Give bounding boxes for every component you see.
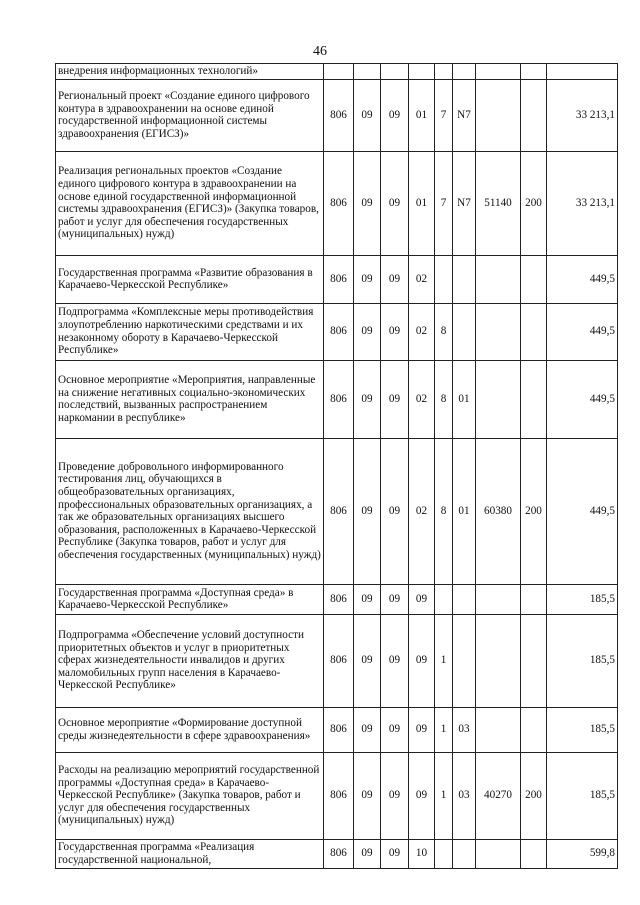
cell-direction: 60380 [476,438,521,584]
cell-ved: 806 [324,438,354,584]
cell-ved: 806 [324,584,354,614]
cell-subsection: 09 [381,360,409,438]
page-number: 46 [313,44,327,59]
cell-sum: 449,5 [547,255,618,303]
cell-sum: 185,5 [547,752,618,839]
cell-section: 09 [354,360,381,438]
row-name: Основное мероприятие «Мероприятия, направленные на снижение негативных социально-экономических последствий, вызванных распространением наркомании в республике» [56,360,324,438]
cell-event: 01 [453,438,476,584]
cell-expense-type [521,360,547,438]
cell-ved: 806 [324,614,354,707]
cell-direction [476,64,521,80]
cell-subprogram [435,584,453,614]
cell-ved: 806 [324,303,354,360]
cell-direction [476,303,521,360]
cell-sum: 185,5 [547,614,618,707]
cell-direction [476,255,521,303]
cell-expense-type [521,79,547,151]
cell-ved [324,64,354,80]
cell-subsection: 09 [381,438,409,584]
row-name: Региональный проект «Создание единого цифрового контура в здравоохранении на основе единой государственной информационной системы здравоохранения (ЕГИСЗ)» [56,79,324,151]
cell-ved: 806 [324,752,354,839]
cell-direction [476,79,521,151]
cell-sum: 33 213,1 [547,151,618,255]
cell-event [453,303,476,360]
cell-subsection [381,64,409,80]
table-row [56,438,618,584]
cell-ved: 806 [324,839,354,868]
cell-program: 09 [409,707,435,752]
cell-ved: 806 [324,707,354,752]
cell-subsection: 09 [381,752,409,839]
cell-expense-type: 200 [521,438,547,584]
cell-subsection: 09 [381,79,409,151]
cell-sum: 449,5 [547,438,618,584]
cell-sum: 599,8 [547,839,618,868]
row-name: Расходы на реализацию мероприятий государственной программы «Доступная среда» в Карачаево-Черкесской Республике» (Закупка товаров, работ и услуг для обеспечения государственных (муниципальных) нужд) [56,752,324,839]
cell-direction: 51140 [476,151,521,255]
cell-direction [476,584,521,614]
cell-expense-type: 200 [521,752,547,839]
cell-direction [476,839,521,868]
row-name: Государственная программа «Развитие образования в Карачаево-Черкесской Республике» [56,255,324,303]
row-name: внедрения информационных технологий» [56,64,324,80]
cell-direction [476,707,521,752]
cell-subprogram: 1 [435,752,453,839]
row-name: Проведение добровольного информированного тестирования лиц, обучающихся в общеобразовательных организациях, профессиональных образовательных организациях, а так же образовательных организациях высшего образования, расположенных в Карачаево-Черкесской Республике (Закупка товаров, работ и услуг для обеспечения государственных (муниципальных) нужд) [56,438,324,584]
cell-sum: 185,5 [547,707,618,752]
cell-subsection: 09 [381,614,409,707]
cell-event [453,64,476,80]
cell-subprogram: 8 [435,438,453,584]
cell-event [453,255,476,303]
table-row [56,64,618,80]
cell-subprogram [435,255,453,303]
row-name: Основное мероприятие «Формирование доступной среды жизнедеятельности в сфере здравоохранения» [56,707,324,752]
table-row [56,839,618,868]
cell-program: 01 [409,151,435,255]
table-row [56,752,618,839]
budget-table [55,63,618,869]
table-row [56,303,618,360]
cell-program: 10 [409,839,435,868]
cell-section: 09 [354,303,381,360]
cell-ved: 806 [324,360,354,438]
cell-section: 09 [354,707,381,752]
row-name: Государственная программа «Реализация государственной национальной, [56,839,324,868]
cell-subprogram [435,839,453,868]
table-row [56,151,618,255]
cell-program: 02 [409,255,435,303]
cell-expense-type [521,303,547,360]
row-name: Подпрограмма «Обеспечение условий доступности приоритетных объектов и услуг в приоритетных сферах жизнедеятельности инвалидов и других маломобильных групп населения в Карачаево-Черкесской Республике» [56,614,324,707]
cell-sum: 33 213,1 [547,79,618,151]
cell-sum [547,64,618,80]
cell-sum: 449,5 [547,303,618,360]
cell-subsection: 09 [381,151,409,255]
cell-event: 01 [453,360,476,438]
cell-subprogram [435,64,453,80]
table-row [56,79,618,151]
cell-ved: 806 [324,151,354,255]
cell-event [453,614,476,707]
cell-subprogram: 8 [435,303,453,360]
cell-section: 09 [354,752,381,839]
cell-expense-type [521,584,547,614]
budget-table-body [56,64,618,869]
table-row [56,707,618,752]
cell-sum: 449,5 [547,360,618,438]
cell-subsection: 09 [381,707,409,752]
cell-direction: 40270 [476,752,521,839]
row-name: Государственная программа «Доступная среда» в Карачаево-Черкесской Республике» [56,584,324,614]
cell-section: 09 [354,438,381,584]
cell-sum: 185,5 [547,584,618,614]
cell-section: 09 [354,584,381,614]
cell-program [409,64,435,80]
cell-subsection: 09 [381,303,409,360]
row-name: Подпрограмма «Комплексные меры противодействия злоупотреблению наркотическими средствами и их незаконному обороту в Карачаево-Черкесской Республике» [56,303,324,360]
cell-section: 09 [354,151,381,255]
cell-section: 09 [354,255,381,303]
cell-ved: 806 [324,255,354,303]
table-row [56,360,618,438]
cell-subprogram: 8 [435,360,453,438]
cell-event [453,584,476,614]
cell-subsection: 09 [381,584,409,614]
cell-section [354,64,381,80]
cell-section: 09 [354,79,381,151]
cell-section: 09 [354,614,381,707]
cell-subsection: 09 [381,255,409,303]
table-row [56,584,618,614]
cell-event: 03 [453,752,476,839]
cell-subprogram: 1 [435,614,453,707]
cell-section: 09 [354,839,381,868]
cell-event: 03 [453,707,476,752]
cell-subprogram: 7 [435,151,453,255]
table-row [56,614,618,707]
cell-event: N7 [453,151,476,255]
row-name: Реализация региональных проектов «Создание единого цифрового контура в здравоохранении на основе единой государственной информационной системы здравоохранения (ЕГИСЗ)» (Закупка товаров, работ и услуг для обеспечения государственных (муниципальных) нужд) [56,151,324,255]
cell-subsection: 09 [381,839,409,868]
table-row [56,255,618,303]
cell-program: 09 [409,614,435,707]
cell-expense-type [521,64,547,80]
cell-subprogram: 1 [435,707,453,752]
cell-event: N7 [453,79,476,151]
cell-direction [476,614,521,707]
cell-expense-type [521,839,547,868]
cell-expense-type [521,255,547,303]
cell-subprogram: 7 [435,79,453,151]
cell-program: 09 [409,752,435,839]
cell-program: 02 [409,438,435,584]
cell-program: 01 [409,79,435,151]
cell-program: 02 [409,303,435,360]
cell-expense-type [521,614,547,707]
cell-expense-type: 200 [521,151,547,255]
cell-expense-type [521,707,547,752]
cell-program: 02 [409,360,435,438]
cell-ved: 806 [324,79,354,151]
cell-program: 09 [409,584,435,614]
cell-direction [476,360,521,438]
cell-event [453,839,476,868]
